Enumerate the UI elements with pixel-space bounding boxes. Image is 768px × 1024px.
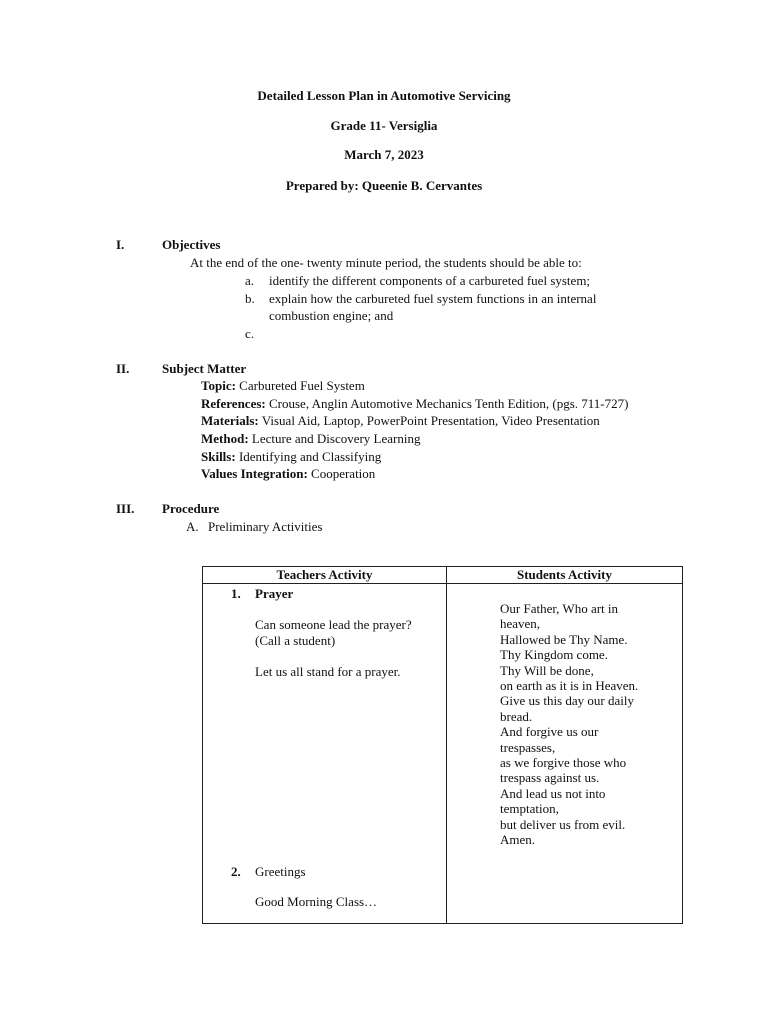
teacher-line: Can someone lead the prayer?: [255, 617, 412, 632]
student-prayer-line: Give us this day our daily: [500, 693, 634, 709]
skills-label: Skills:: [201, 449, 236, 464]
teacher-line: Good Morning Class…: [255, 894, 378, 909]
document-title: Detailed Lesson Plan in Automotive Servicing: [257, 88, 511, 103]
teacher-line: Let us all stand for a prayer.: [255, 664, 401, 679]
objective-letter-c: c.: [245, 326, 255, 341]
student-prayer-line: trespasses,: [500, 739, 556, 755]
skills-value: Identifying and Classifying: [235, 449, 382, 464]
item-title-greetings: Greetings: [255, 864, 306, 879]
materials-line: [201, 412, 600, 429]
prepared-by: Prepared by: Queenie B. Cervantes: [285, 178, 483, 193]
references-label: References:: [201, 396, 266, 411]
method-label: Method:: [201, 431, 249, 446]
materials-label: Materials:: [201, 413, 259, 428]
table-header-row: [203, 567, 683, 584]
objective-text-b-cont: combustion engine; and: [269, 308, 394, 323]
teacher-activity-cell: [203, 584, 447, 924]
references-value: Crouse, Anglin Automotive Mechanics Tenth Edition, (pgs. 711-727): [265, 396, 629, 411]
materials-value: Visual Aid, Laptop, PowerPoint Presentation, Video Presentation: [258, 413, 600, 428]
topic-label: Topic:: [201, 378, 236, 393]
activities-table: [202, 566, 683, 924]
objective-letter-a: a.: [245, 273, 255, 288]
objective-text-a: identify the different components of a carbureted fuel system;: [269, 273, 591, 288]
subsection-letter-a: A.: [186, 519, 199, 534]
student-prayer-line: as we forgive those who: [500, 755, 627, 770]
topic-line: [201, 377, 365, 394]
student-prayer-line: Amen.: [500, 832, 536, 847]
section-numeral-procedure: III.: [116, 501, 135, 516]
objective-letter-b: b.: [245, 291, 255, 306]
student-prayer-line: trespass against us.: [500, 770, 600, 786]
student-activity-cell: [447, 584, 683, 924]
student-prayer-line: And lead us not into: [500, 785, 606, 801]
section-heading-procedure: Procedure: [162, 501, 220, 516]
section-heading-objectives: Objectives: [162, 237, 221, 252]
item-title-prayer: Prayer: [255, 586, 294, 601]
method-line: [201, 430, 420, 447]
column-header-students: Students Activity: [447, 567, 683, 584]
student-prayer-line: Thy Will be done,: [500, 662, 594, 678]
references-line: [201, 395, 628, 412]
student-prayer-line: heaven,: [500, 616, 541, 632]
student-prayer-line: And forgive us our: [500, 724, 599, 740]
student-prayer-line: Our Father, Who art in: [500, 601, 619, 616]
section-numeral-subject-matter: II.: [116, 361, 130, 376]
item-number-2: 2.: [231, 864, 241, 879]
grade-section: Grade 11- Versiglia: [330, 118, 438, 133]
student-prayer-line: but deliver us from evil.: [500, 816, 626, 832]
values-label: Values Integration:: [201, 466, 308, 481]
teacher-line: (Call a student): [255, 633, 336, 648]
topic-value: Carbureted Fuel System: [235, 378, 365, 393]
item-number-1: 1.: [231, 586, 241, 601]
objectives-intro: At the end of the one- twenty minute period, the students should be able to:: [190, 255, 582, 270]
values-value: Cooperation: [307, 466, 376, 481]
lesson-date: March 7, 2023: [344, 147, 424, 162]
student-prayer-line: Hallowed be Thy Name.: [500, 631, 628, 647]
section-numeral-objectives: I.: [116, 237, 125, 252]
subsection-heading-preliminary: Preliminary Activities: [208, 519, 323, 534]
method-value: Lecture and Discovery Learning: [248, 431, 421, 446]
column-header-teachers: Teachers Activity: [203, 567, 447, 584]
objective-text-b: explain how the carbureted fuel system functions in an internal: [269, 291, 597, 306]
student-prayer-line: temptation,: [500, 801, 559, 817]
student-prayer-line: on earth as it is in Heaven.: [500, 678, 639, 693]
student-prayer-line: Thy Kingdom come.: [500, 647, 608, 663]
values-line: [201, 465, 375, 482]
section-heading-subject-matter: Subject Matter: [162, 361, 247, 376]
skills-line: [201, 448, 381, 465]
table-row: [203, 584, 683, 924]
student-prayer-line: bread.: [500, 708, 533, 724]
